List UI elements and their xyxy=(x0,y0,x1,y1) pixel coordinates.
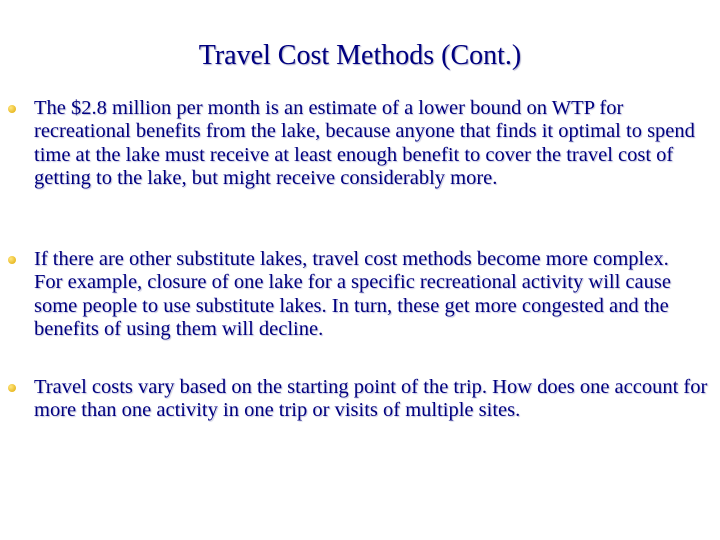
bullet-dot-icon xyxy=(8,105,16,113)
bullet-dot-icon xyxy=(8,384,16,392)
bullet-item xyxy=(8,97,698,190)
bullet-text: If there are other substitute lakes, travel cost methods become more complex. For example, closure of one lake for a specific recreational activity will cause some people to use substitute lakes. In turn, these get more congested and the benefits of using them will decline. xyxy=(34,248,671,340)
bullet-text: The $2.8 million per month is an estimate of a lower bound on WTP for recreational benefits from the lake, because anyone that finds it optimal to spend time at the lake must receive at least enough benefit to cover the travel cost of getting to the lake, but might receive considerably more. xyxy=(34,97,695,189)
bullet-text: Travel costs vary based on the starting point of the trip. How does one account for more than one activity in one trip or visits of multiple sites. xyxy=(34,376,708,422)
slide-title: Travel Cost Methods (Cont.) xyxy=(198,40,522,71)
bullet-item xyxy=(8,248,693,341)
bullet-dot-icon xyxy=(8,256,16,264)
bullet-item xyxy=(8,376,720,423)
